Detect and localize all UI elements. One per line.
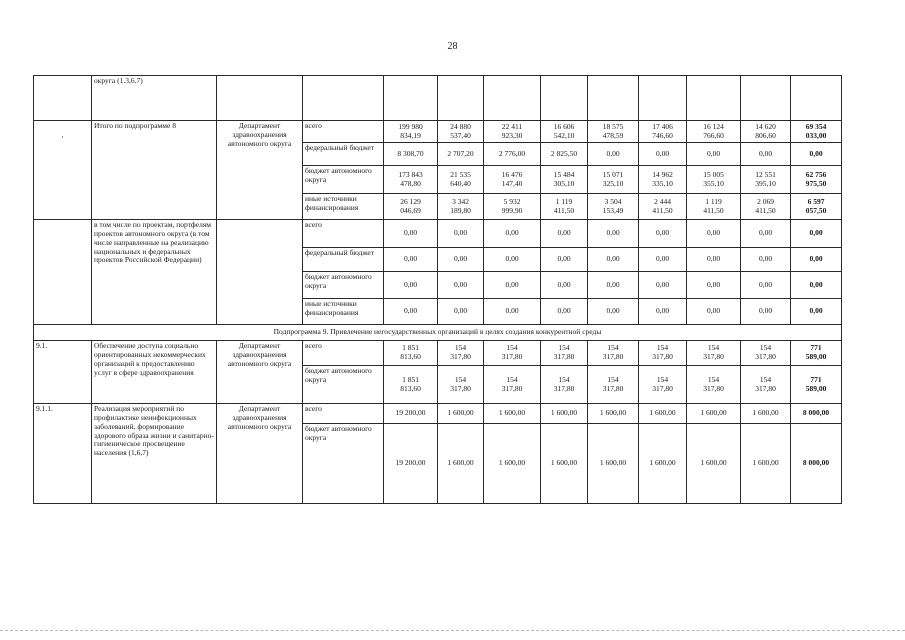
value-cell: 0,00	[687, 143, 741, 166]
value-cell: 1 600,00	[541, 404, 588, 424]
value-cell: 0,00	[741, 299, 791, 325]
table-row	[34, 76, 842, 121]
value-cell: 1 851 813,60	[384, 366, 438, 404]
value-cell: 0,00	[541, 220, 588, 248]
value-cell: 19 200,00	[384, 404, 438, 424]
value-cell: 2 825,50	[541, 143, 588, 166]
value-cell: 1 600,00	[687, 424, 741, 504]
value-cell: 0,00	[741, 272, 791, 299]
row-number	[34, 121, 92, 220]
table-row	[34, 404, 842, 424]
value-cell: 1 600,00	[639, 424, 687, 504]
responsible-executor: Департамент здравоохранения автономного округа	[217, 341, 303, 404]
value-cell: 8 308,70	[384, 143, 438, 166]
value-cell: 0,00	[588, 299, 639, 325]
total-value-cell: 69 354 033,00	[791, 121, 842, 143]
value-cell: 17 406 746,60	[639, 121, 687, 143]
value-cell: 154 317,80	[588, 341, 639, 366]
funding-source: всего	[303, 341, 384, 366]
value-cell: 1 600,00	[541, 424, 588, 504]
total-value-cell: 0,00	[791, 248, 842, 272]
value-cell: 0,00	[687, 272, 741, 299]
value-cell: 2 707,20	[438, 143, 484, 166]
measure-name: Обеспечение доступа социально ориентированных некоммерческих организаций к предоставлению услуг в сфере здравоохранения	[92, 341, 217, 404]
total-value-cell: 0,00	[791, 143, 842, 166]
total-value-cell: 8 000,00	[791, 424, 842, 504]
value-cell: 0,00	[384, 272, 438, 299]
value-cell: 2 069 411,50	[741, 194, 791, 220]
value-cell: 15 071 325,10	[588, 166, 639, 194]
funding-source: всего	[303, 121, 384, 143]
row-number: 9.1.1.	[34, 404, 92, 504]
total-value-cell: 771 589,00	[791, 341, 842, 366]
value-cell: 0,00	[384, 220, 438, 248]
value-cell: 2 444 411,50	[639, 194, 687, 220]
value-cell	[588, 76, 639, 121]
value-cell	[484, 76, 541, 121]
value-cell: 154 317,80	[438, 341, 484, 366]
row-number	[34, 76, 92, 121]
value-cell: 154 317,80	[484, 341, 541, 366]
value-cell: 1 600,00	[484, 424, 541, 504]
value-cell	[541, 76, 588, 121]
responsible-executor	[217, 76, 303, 121]
value-cell: 0,00	[639, 143, 687, 166]
total-value-cell: 62 756 975,50	[791, 166, 842, 194]
value-cell: 1 600,00	[639, 404, 687, 424]
value-cell: 16 476 147,40	[484, 166, 541, 194]
value-cell: 3 504 153,49	[588, 194, 639, 220]
total-value-cell: 0,00	[791, 272, 842, 299]
value-cell: 19 200,00	[384, 424, 438, 504]
value-cell: 14 962 335,10	[639, 166, 687, 194]
total-value-cell: 771 589,00	[791, 366, 842, 404]
value-cell: 15 484 305,10	[541, 166, 588, 194]
value-cell: 0,00	[438, 248, 484, 272]
value-cell: 154 317,80	[639, 366, 687, 404]
value-cell: 5 932 999,90	[484, 194, 541, 220]
value-cell: 14 620 806,60	[741, 121, 791, 143]
subprogram-row	[34, 325, 842, 341]
value-cell: 0,00	[384, 299, 438, 325]
value-cell: 154 317,80	[687, 366, 741, 404]
value-cell: 0,00	[639, 220, 687, 248]
funding-source: бюджет автономного округа	[303, 424, 384, 504]
value-cell: 22 411 923,30	[484, 121, 541, 143]
value-cell: 154 317,80	[687, 341, 741, 366]
value-cell	[791, 76, 842, 121]
budget-table	[33, 75, 842, 504]
total-value-cell: 0,00	[791, 220, 842, 248]
value-cell: 1 600,00	[588, 424, 639, 504]
funding-source: иные источники финансирования	[303, 299, 384, 325]
value-cell	[384, 76, 438, 121]
funding-source: всего	[303, 404, 384, 424]
value-cell: 0,00	[741, 220, 791, 248]
funding-source: бюджет автономного округа	[303, 166, 384, 194]
value-cell: 154 317,80	[588, 366, 639, 404]
value-cell: 0,00	[484, 220, 541, 248]
value-cell: 1 851 813,60	[384, 341, 438, 366]
value-cell: 0,00	[541, 299, 588, 325]
value-cell: 0,00	[438, 272, 484, 299]
row-number	[34, 220, 92, 325]
row-number: 9.1.	[34, 341, 92, 404]
value-cell: 1 119 411,50	[687, 194, 741, 220]
value-cell	[639, 76, 687, 121]
value-cell: 0,00	[741, 143, 791, 166]
value-cell	[741, 76, 791, 121]
value-cell: 1 600,00	[588, 404, 639, 424]
value-cell: 0,00	[588, 248, 639, 272]
funding-source	[303, 76, 384, 121]
value-cell: 0,00	[588, 272, 639, 299]
total-value-cell: 6 597 057,50	[791, 194, 842, 220]
value-cell: 0,00	[541, 248, 588, 272]
value-cell: 0,00	[484, 248, 541, 272]
responsible-executor	[217, 220, 303, 325]
funding-source: всего	[303, 220, 384, 248]
value-cell: 0,00	[687, 220, 741, 248]
value-cell: 0,00	[639, 272, 687, 299]
value-cell: 154 317,80	[741, 366, 791, 404]
value-cell: 1 600,00	[438, 404, 484, 424]
value-cell: 0,00	[484, 272, 541, 299]
value-cell: 3 342 189,80	[438, 194, 484, 220]
value-cell: 2 776,00	[484, 143, 541, 166]
value-cell: 0,00	[588, 143, 639, 166]
total-value-cell: 0,00	[791, 299, 842, 325]
page-number: 28	[447, 41, 458, 52]
table-row	[34, 121, 842, 143]
value-cell: 0,00	[687, 299, 741, 325]
value-cell: 0,00	[541, 272, 588, 299]
value-cell: 18 575 478,59	[588, 121, 639, 143]
measure-name: Реализация мероприятий по профилактике неинфекционных заболеваний, формирование здорового образа жизни и санитарно-гигиеническое просвещение населения (1,6,7)	[92, 404, 217, 504]
funding-source: иные источники финансирования	[303, 194, 384, 220]
value-cell: 15 005 355,10	[687, 166, 741, 194]
value-cell: 154 317,80	[541, 341, 588, 366]
value-cell: 1 600,00	[741, 404, 791, 424]
responsible-executor: Департамент здравоохранения автономного округа	[217, 121, 303, 220]
funding-source: бюджет автономного округа	[303, 366, 384, 404]
value-cell: 1 600,00	[438, 424, 484, 504]
measure-name: округа (1.3,6.7)	[92, 76, 217, 121]
value-cell	[687, 76, 741, 121]
value-cell: 154 317,80	[438, 366, 484, 404]
value-cell: 154 317,80	[639, 341, 687, 366]
value-cell: 154 317,80	[541, 366, 588, 404]
value-cell: 16 124 766,60	[687, 121, 741, 143]
value-cell: 0,00	[687, 248, 741, 272]
value-cell: 1 119 411,50	[541, 194, 588, 220]
value-cell: 173 843 478,80	[384, 166, 438, 194]
value-cell: 154 317,80	[741, 341, 791, 366]
value-cell: 0,00	[588, 220, 639, 248]
scan-edge-line	[0, 630, 905, 632]
responsible-executor: Департамент здравоохранения автономного округа	[217, 404, 303, 504]
value-cell: 0,00	[438, 220, 484, 248]
table-row	[34, 341, 842, 366]
funding-source: федеральный бюджет	[303, 143, 384, 166]
value-cell	[438, 76, 484, 121]
funding-source: федеральный бюджет	[303, 248, 384, 272]
value-cell: 21 535 640,40	[438, 166, 484, 194]
subprogram-title: Подпрограмма 9. Привлечение негосударственных организаций в целях создания конкурентной среды	[34, 325, 842, 341]
value-cell: 0,00	[438, 299, 484, 325]
value-cell: 1 600,00	[687, 404, 741, 424]
value-cell: 0,00	[384, 248, 438, 272]
value-cell: 1 600,00	[484, 404, 541, 424]
value-cell: 0,00	[639, 299, 687, 325]
funding-source: бюджет автономного округа	[303, 272, 384, 299]
measure-name: Итого по подпрограмме 8	[92, 121, 217, 220]
measure-name: в том числе по проектам, портфелям проектов автономного округа (в том числе направленные на реализацию национальных и федеральных проектов Российской Федерации)	[92, 220, 217, 325]
value-cell: 24 880 537,40	[438, 121, 484, 143]
bullet-mark: ·	[61, 132, 64, 142]
value-cell: 12 551 395,10	[741, 166, 791, 194]
table-row	[34, 220, 842, 248]
value-cell: 154 317,80	[484, 366, 541, 404]
value-cell: 1 600,00	[741, 424, 791, 504]
value-cell: 16 606 542,10	[541, 121, 588, 143]
total-value-cell: 8 000,00	[791, 404, 842, 424]
value-cell: 0,00	[639, 248, 687, 272]
value-cell: 0,00	[741, 248, 791, 272]
value-cell: 199 980 834,19	[384, 121, 438, 143]
value-cell: 26 129 046,69	[384, 194, 438, 220]
value-cell: 0,00	[484, 299, 541, 325]
